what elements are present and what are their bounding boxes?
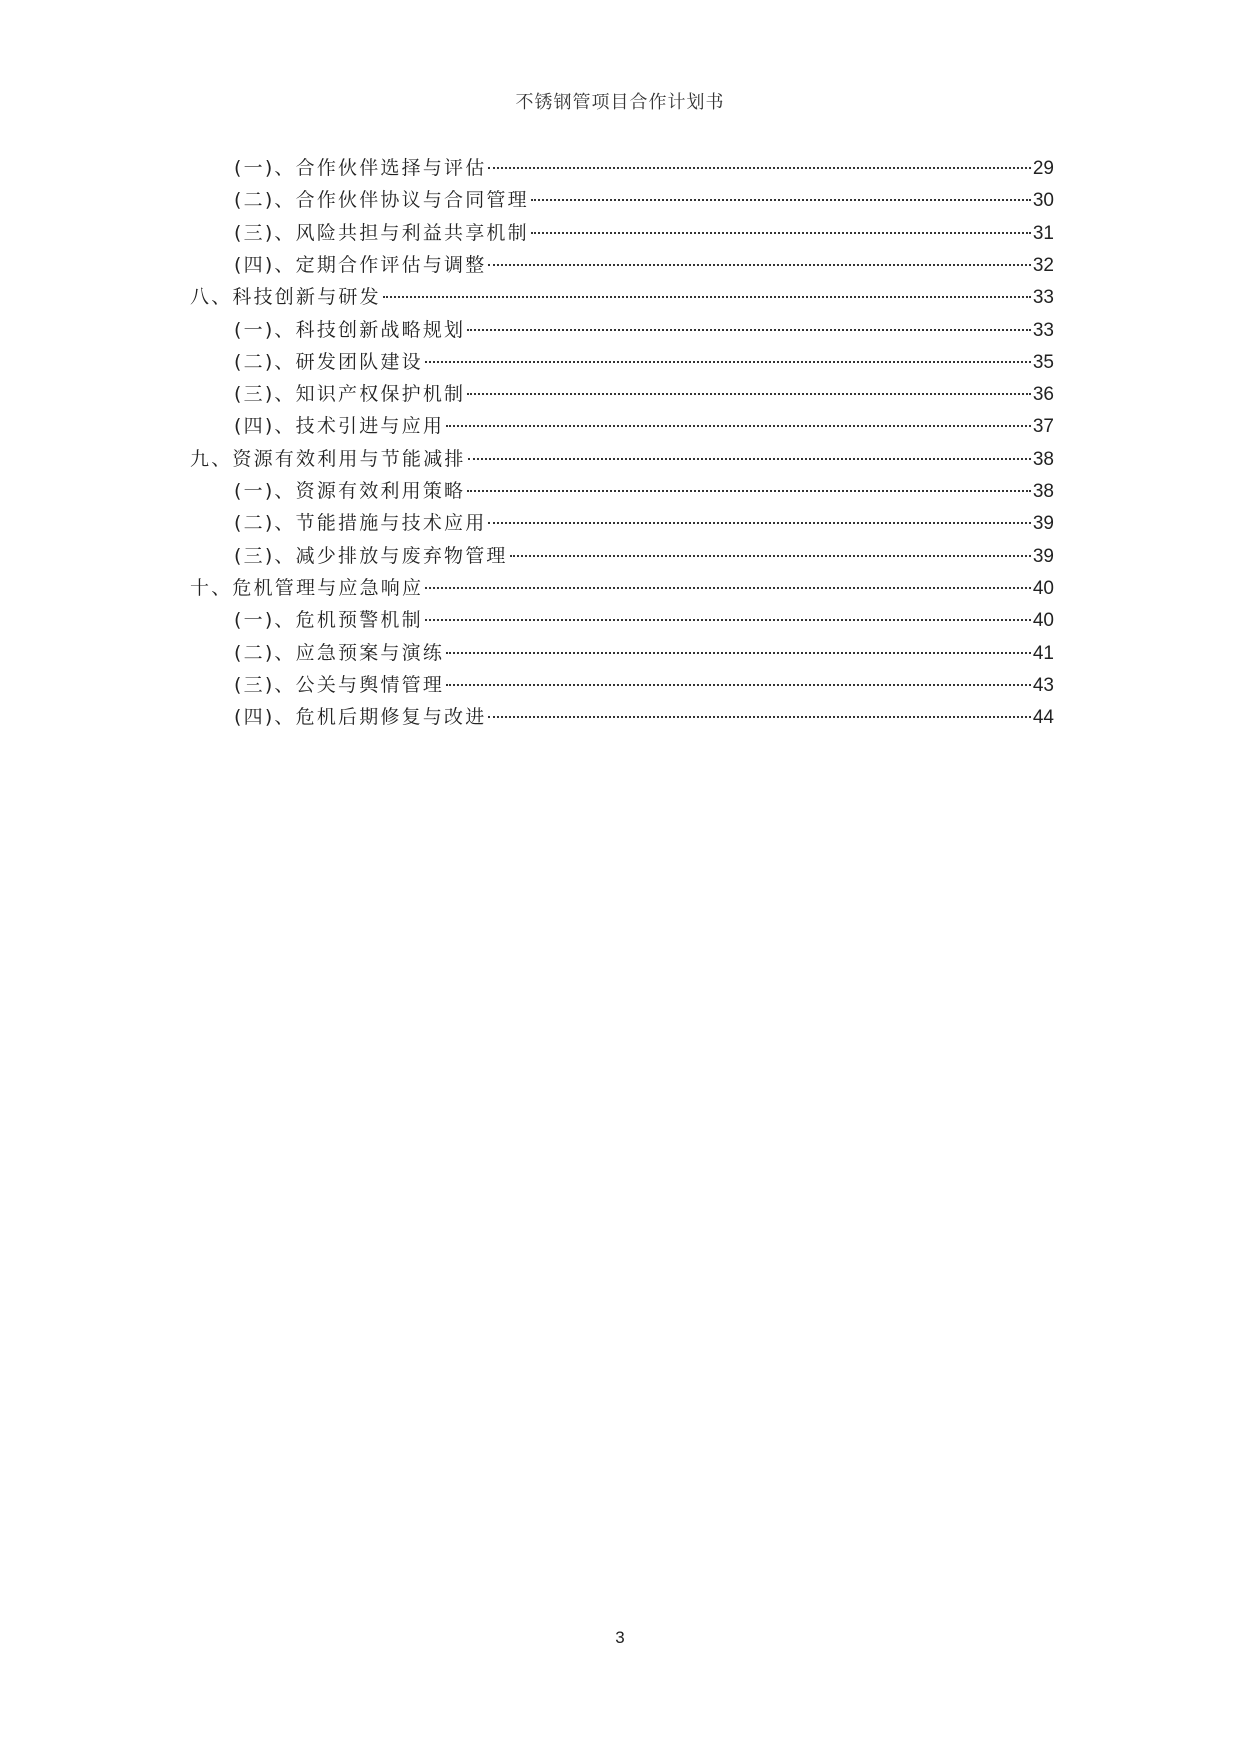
toc-entry-label: (二)、应急预案与演练 bbox=[234, 641, 445, 664]
toc-entry-page: 38 bbox=[1032, 448, 1054, 470]
toc-entry-label: 八、科技创新与研发 bbox=[190, 286, 381, 309]
toc-entry-page: 38 bbox=[1032, 481, 1054, 502]
toc-entry[interactable] bbox=[234, 540, 1054, 572]
toc-dot-leader bbox=[531, 199, 1031, 201]
toc-dot-leader bbox=[488, 264, 1030, 266]
toc-dot-leader bbox=[488, 167, 1030, 169]
toc-entry-page: 39 bbox=[1032, 513, 1054, 535]
toc-entry[interactable] bbox=[234, 604, 1054, 636]
toc-entry-page: 43 bbox=[1032, 674, 1054, 696]
toc-entry[interactable] bbox=[234, 669, 1054, 701]
toc-dot-leader bbox=[446, 425, 1031, 427]
toc-entry-label: (一)、资源有效利用策略 bbox=[234, 480, 466, 502]
toc-entry-label: (四)、危机后期修复与改进 bbox=[234, 706, 487, 729]
toc-dot-leader bbox=[446, 652, 1031, 654]
toc-entry-label: (二)、节能措施与技术应用 bbox=[234, 512, 487, 535]
page-number: 3 bbox=[615, 1628, 625, 1647]
toc-dot-leader bbox=[383, 296, 1031, 298]
toc-entry-page: 33 bbox=[1032, 287, 1054, 309]
toc-entry[interactable] bbox=[234, 152, 1054, 184]
toc-entry-page: 40 bbox=[1032, 610, 1054, 632]
toc-dot-leader bbox=[425, 619, 1031, 621]
toc-entry-page: 33 bbox=[1032, 319, 1054, 341]
toc-entry[interactable] bbox=[234, 507, 1054, 539]
toc-entry-page: 30 bbox=[1032, 190, 1054, 212]
toc-entry-label: (一)、危机预警机制 bbox=[234, 609, 423, 632]
toc-entry[interactable] bbox=[234, 637, 1054, 669]
toc-entry[interactable] bbox=[234, 314, 1054, 346]
toc-entry-page: 37 bbox=[1032, 416, 1054, 438]
toc-dot-leader bbox=[468, 458, 1031, 460]
toc-dot-leader bbox=[425, 361, 1031, 363]
toc-dot-leader bbox=[467, 329, 1031, 331]
toc-entry-page: 31 bbox=[1032, 222, 1054, 244]
toc-entry[interactable] bbox=[234, 410, 1054, 442]
toc-dot-leader bbox=[446, 684, 1031, 686]
toc-entry-page: 41 bbox=[1032, 642, 1054, 664]
toc-entry-label: (二)、研发团队建设 bbox=[234, 350, 423, 373]
toc-entry[interactable] bbox=[234, 475, 1054, 507]
toc-entry-label: (一)、科技创新战略规划 bbox=[234, 318, 466, 341]
toc-entry-label: (四)、技术引进与应用 bbox=[234, 415, 445, 438]
toc-entry-page: 39 bbox=[1032, 545, 1054, 567]
toc-entry-page: 40 bbox=[1032, 577, 1054, 599]
toc-entry-label: (二)、合作伙伴协议与合同管理 bbox=[234, 189, 529, 212]
toc-entry[interactable] bbox=[234, 184, 1054, 216]
toc-entry-page: 36 bbox=[1032, 384, 1054, 406]
toc-entry-page: 32 bbox=[1032, 254, 1054, 276]
toc-entry-label: (三)、减少排放与废弃物管理 bbox=[234, 544, 508, 567]
toc-dot-leader bbox=[467, 490, 1031, 492]
toc-dot-leader bbox=[467, 393, 1031, 395]
toc-entry-label: 九、资源有效利用与节能减排 bbox=[190, 447, 466, 470]
toc-entry-label: (四)、定期合作评估与调整 bbox=[234, 253, 487, 276]
toc-entry-page: 29 bbox=[1032, 158, 1054, 179]
toc-entry[interactable] bbox=[234, 249, 1054, 281]
toc-entry[interactable] bbox=[234, 378, 1054, 410]
toc-entry[interactable] bbox=[190, 572, 1054, 604]
toc-dot-leader bbox=[425, 587, 1031, 589]
page-header-title: 不锈钢管项目合作计划书 bbox=[515, 92, 725, 113]
toc-entry-label: (一)、合作伙伴选择与评估 bbox=[234, 157, 487, 179]
toc-entry[interactable] bbox=[190, 443, 1054, 475]
toc-entry-page: 44 bbox=[1032, 707, 1054, 729]
toc-dot-leader bbox=[488, 522, 1030, 524]
toc-entry[interactable] bbox=[234, 346, 1054, 378]
toc-dot-leader bbox=[531, 232, 1031, 234]
toc-entry[interactable] bbox=[234, 217, 1054, 249]
toc-entry-label: 十、危机管理与应急响应 bbox=[190, 576, 424, 599]
toc-dot-leader bbox=[510, 555, 1031, 557]
toc-entry-page: 35 bbox=[1032, 351, 1054, 373]
toc-entry-label: (三)、公关与舆情管理 bbox=[234, 673, 445, 696]
toc-dot-leader bbox=[488, 716, 1030, 718]
toc-entry[interactable] bbox=[190, 281, 1054, 313]
toc-entry-label: (三)、知识产权保护机制 bbox=[234, 383, 466, 406]
toc-entry-label: (三)、风险共担与利益共享机制 bbox=[234, 221, 529, 244]
toc-entry[interactable] bbox=[234, 701, 1054, 733]
